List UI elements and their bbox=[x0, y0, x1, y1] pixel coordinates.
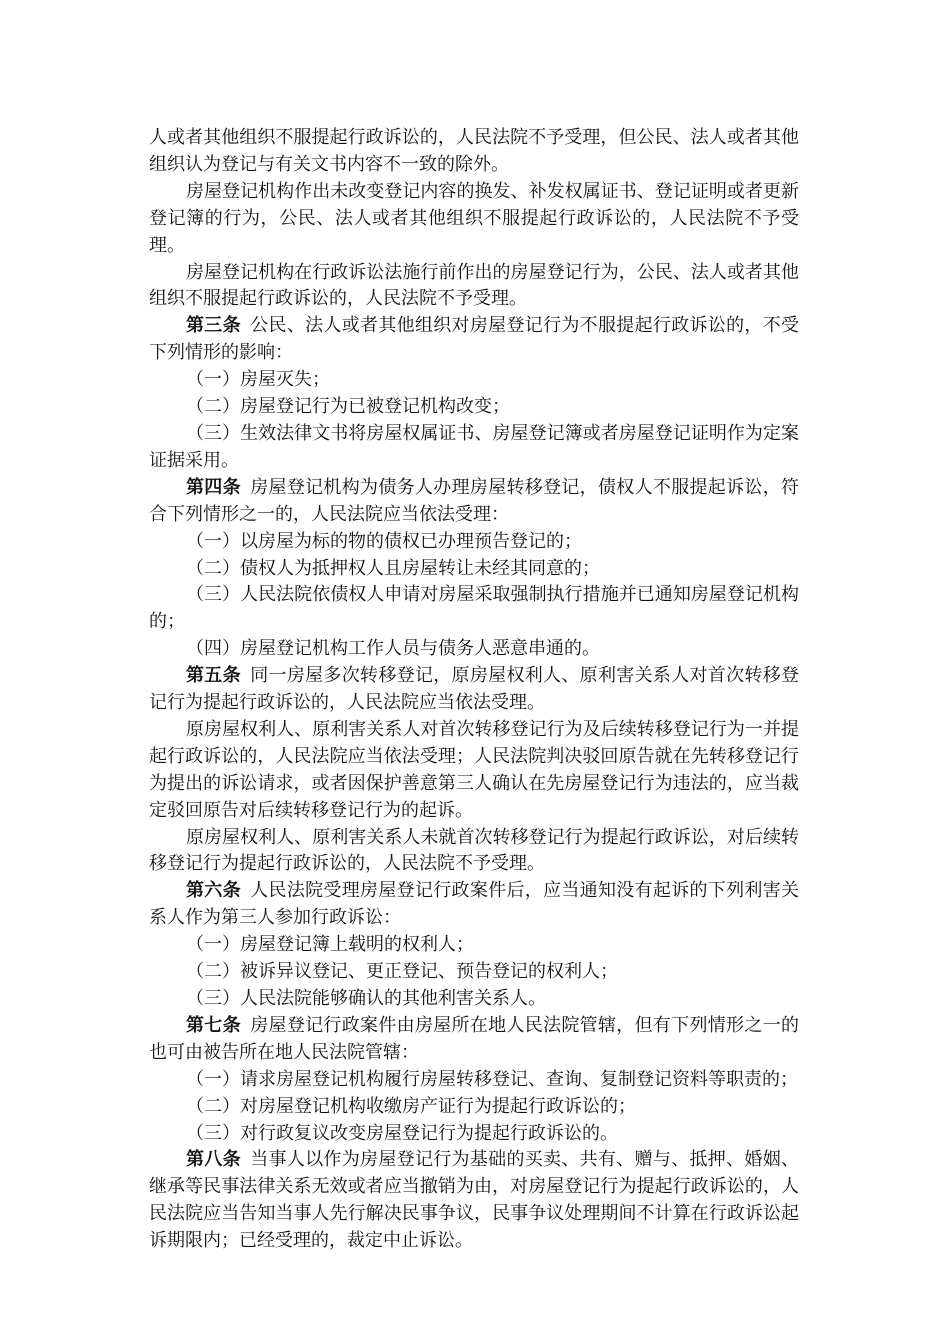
article-5 bbox=[149, 663, 799, 717]
article-3 bbox=[149, 313, 799, 367]
paragraph: 人或者其他组织不服提起行政诉讼的，人民法院不予受理，但公民、法人或者其他组织认为登记与有关文书内容不一致的除外。 bbox=[149, 127, 799, 175]
list-item: （三）生效法律文书将房屋权属证书、房屋登记簿或者房屋登记证明作为定案证据采用。 bbox=[149, 422, 799, 471]
article-label: 第五条 bbox=[186, 665, 241, 687]
paragraph: 原房屋权利人、原利害关系人未就首次转移登记行为提起行政诉讼，对后续转移登记行为提起行政诉讼的，人民法院不予受理。 bbox=[149, 826, 799, 875]
list-item: （一）请求房屋登记机构履行房屋转移登记、查询、复制登记资料等职责的； bbox=[186, 1068, 798, 1090]
article-6 bbox=[149, 878, 799, 932]
article-label: 第三条 bbox=[186, 315, 241, 337]
paragraph: 原房屋权利人、原利害关系人对首次转移登记行为及后续转移登记行为一并提起行政诉讼的，人民法院应当依法受理；人民法院判决驳回原告就在先转移登记行为提出的诉讼请求，或者因保护善意第三人确认在先房屋登记行为违法的，应当裁定驳回原告对后续转移登记行为的起诉。 bbox=[149, 718, 799, 821]
list-item: （三）人民法院依债权人申请对房屋采取强制执行措施并已通知房屋登记机构的； bbox=[149, 584, 799, 633]
list-item: （一）房屋灭失； bbox=[186, 369, 330, 391]
article-7 bbox=[149, 1013, 799, 1067]
article-text: 人民法院受理房屋登记行政案件后，应当通知没有起诉的下列利害关系人作为第三人参加行政诉讼： bbox=[149, 880, 800, 929]
article-label: 第七条 bbox=[186, 1014, 241, 1036]
list-item: （一）房屋登记簿上载明的权利人； bbox=[186, 934, 474, 956]
article-text: 房屋登记行政案件由房屋所在地人民法院管辖，但有下列情形之一的也可由被告所在地人民法院管辖： bbox=[149, 1014, 800, 1063]
article-text: 当事人以作为房屋登记行为基础的买卖、共有、赠与、抵押、婚姻、继承等民事法律关系无效或者应当撤销为由，对房屋登记行为提起行政诉讼的，人民法院应当告知当事人先行解决民事争议，民事争议处理期间不计算在行政诉讼起诉期限内；已经受理的，裁定中止诉讼。 bbox=[149, 1149, 800, 1252]
list-item: （三）人民法院能够确认的其他利害关系人。 bbox=[186, 988, 546, 1009]
article-text: 公民、法人或者其他组织对房屋登记行为不服提起行政诉讼的，不受下列情形的影响： bbox=[149, 315, 800, 364]
article-8 bbox=[149, 1147, 799, 1255]
article-text: 同一房屋多次转移登记，原房屋权利人、原利害关系人对首次转移登记行为提起行政诉讼的，人民法院应当依法受理。 bbox=[149, 665, 800, 714]
document-body bbox=[149, 125, 799, 1255]
list-item: （二）房屋登记行为已被登记机构改变； bbox=[186, 396, 510, 418]
list-item: （一）以房屋为标的物的债权已办理预告登记的； bbox=[186, 530, 582, 552]
list-item: （二）债权人为抵押权人且房屋转让未经其同意的； bbox=[186, 557, 600, 579]
paragraph: 房屋登记机构在行政诉讼法施行前作出的房屋登记行为，公民、法人或者其他组织不服提起行政诉讼的，人民法院不予受理。 bbox=[149, 261, 799, 310]
list-item: （二）对房屋登记机构收缴房产证行为提起行政诉讼的； bbox=[186, 1095, 636, 1117]
list-item: （二）被诉异议登记、更正登记、预告登记的权利人； bbox=[186, 961, 618, 983]
article-text: 房屋登记机构为债务人办理房屋转移登记，债权人不服提起诉讼，符合下列情形之一的，人民法院应当依法受理： bbox=[149, 476, 800, 525]
paragraph: 房屋登记机构作出未改变登记内容的换发、补发权属证书、登记证明或者更新登记簿的行为，公民、法人或者其他组织不服提起行政诉讼的，人民法院不予受理。 bbox=[149, 180, 799, 256]
article-4 bbox=[149, 475, 799, 529]
article-label: 第六条 bbox=[186, 880, 241, 902]
article-label: 第四条 bbox=[186, 476, 241, 498]
list-item: （四）房屋登记机构工作人员与债务人恶意串通的。 bbox=[186, 638, 600, 660]
list-item: （三）对行政复议改变房屋登记行为提起行政诉讼的。 bbox=[186, 1122, 618, 1144]
article-label: 第八条 bbox=[186, 1149, 241, 1171]
